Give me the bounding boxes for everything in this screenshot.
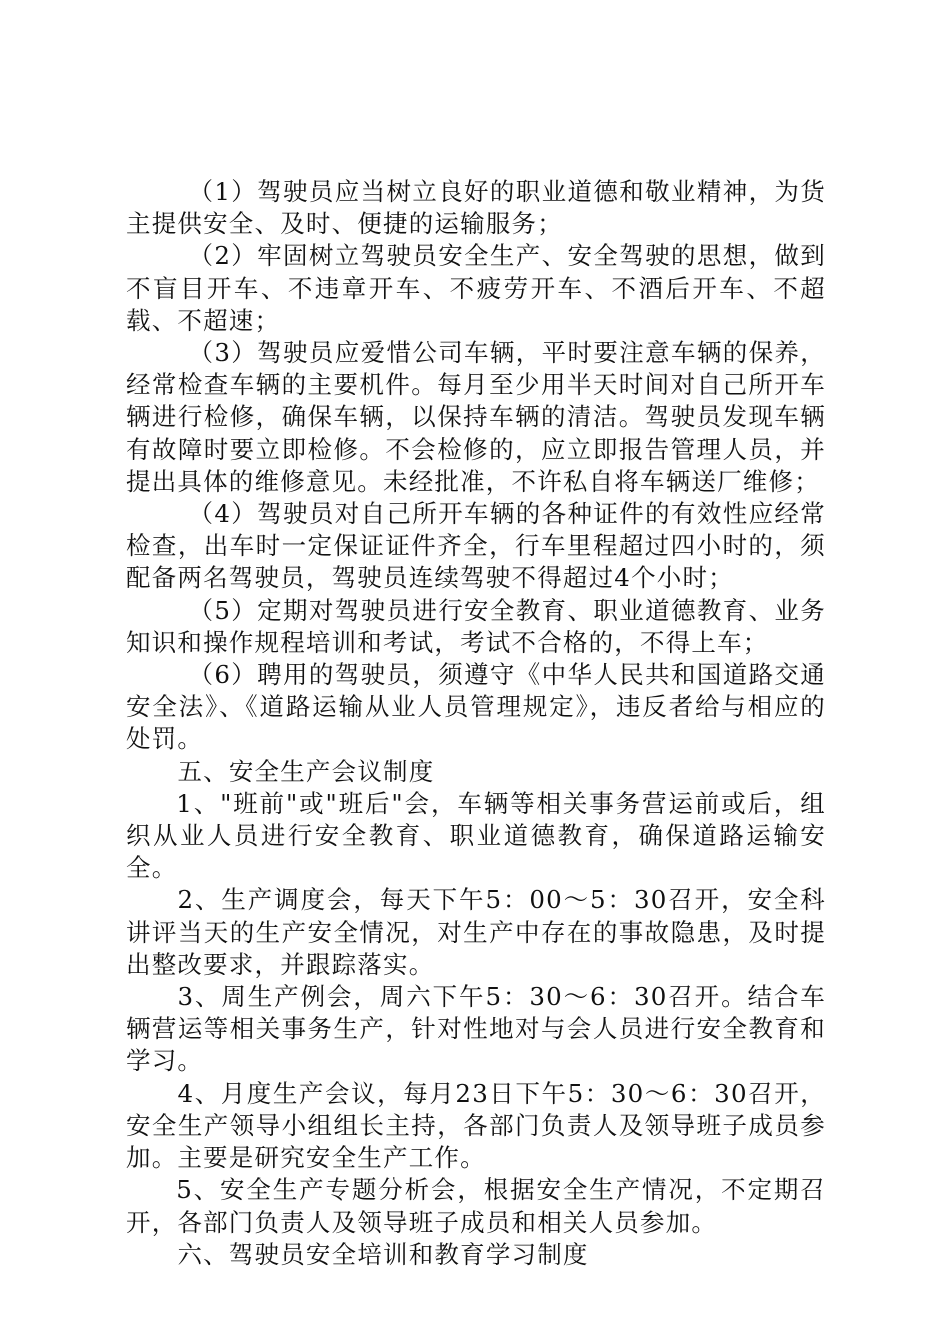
paragraph-driver-duty-1: （1）驾驶员应当树立良好的职业道德和敬业精神，为货主提供安全、及时、便捷的运输服务；: [126, 177, 826, 239]
document-body: [126, 176, 826, 1271]
paragraph-driver-duty-2: （2）牢固树立驾驶员安全生产、安全驾驶的思想，做到不盲目开车、不违章开车、不疲劳开车、不酒后开车、不超载、不超速；: [126, 241, 826, 335]
paragraph-driver-duty-4: （4）驾驶员对自己所开车辆的各种证件的有效性应经常检查，出车时一定保证证件齐全，行车里程超过四小时的，须配备两名驾驶员，驾驶员连续驾驶不得超过4个小时；: [126, 499, 826, 593]
paragraph-driver-duty-6: （6）聘用的驾驶员，须遵守《中华人民共和国道路交通安全法》、《道路运输从业人员管理规定》，违反者给与相应的处罚。: [126, 660, 826, 754]
section-heading-meetings: 五、安全生产会议制度: [177, 756, 435, 786]
paragraph-meeting-3: 3、周生产例会，周六下午5：30～6：30召开。结合车辆营运等相关事务生产，针对性地对与会人员进行安全教育和学习。: [126, 982, 826, 1076]
paragraph-meeting-1: 1、"班前"或"班后"会，车辆等相关事务营运前或后，组织从业人员进行安全教育、职业道德教育，确保道路运输安全。: [126, 788, 826, 883]
paragraph-driver-duty-3: （3）驾驶员应爱惜公司车辆，平时要注意车辆的保养，经常检查车辆的主要机件。每月至少用半天时间对自己所开车辆进行检修，确保车辆，以保持车辆的清洁。驾驶员发现车辆有故障时要立即检修。不会检修的，应立即报告管理人员，并提出具体的维修意见。未经批准，不许私自将车辆送厂维修；: [126, 338, 826, 496]
section-heading-training: 六、驾驶员安全培训和教育学习制度: [177, 1239, 589, 1269]
paragraph-meeting-4: 4、月度生产会议，每月23日下午5：30～6：30召开，安全生产领导小组组长主持，各部门负责人及领导班子成员参加。主要是研究安全生产工作。: [126, 1078, 826, 1173]
paragraph-meeting-5: 5、安全生产专题分析会，根据安全生产情况，不定期召开，各部门负责人及领导班子成员和相关人员参加。: [126, 1175, 826, 1237]
paragraph-meeting-2: 2、生产调度会，每天下午5：00～5：30召开，安全科讲评当天的生产安全情况，对生产中存在的事故隐患，及时提出整改要求，并跟踪落实。: [126, 885, 826, 979]
paragraph-driver-duty-5: （5）定期对驾驶员进行安全教育、职业道德教育、业务知识和操作规程培训和考试，考试不合格的，不得上车；: [126, 595, 826, 657]
